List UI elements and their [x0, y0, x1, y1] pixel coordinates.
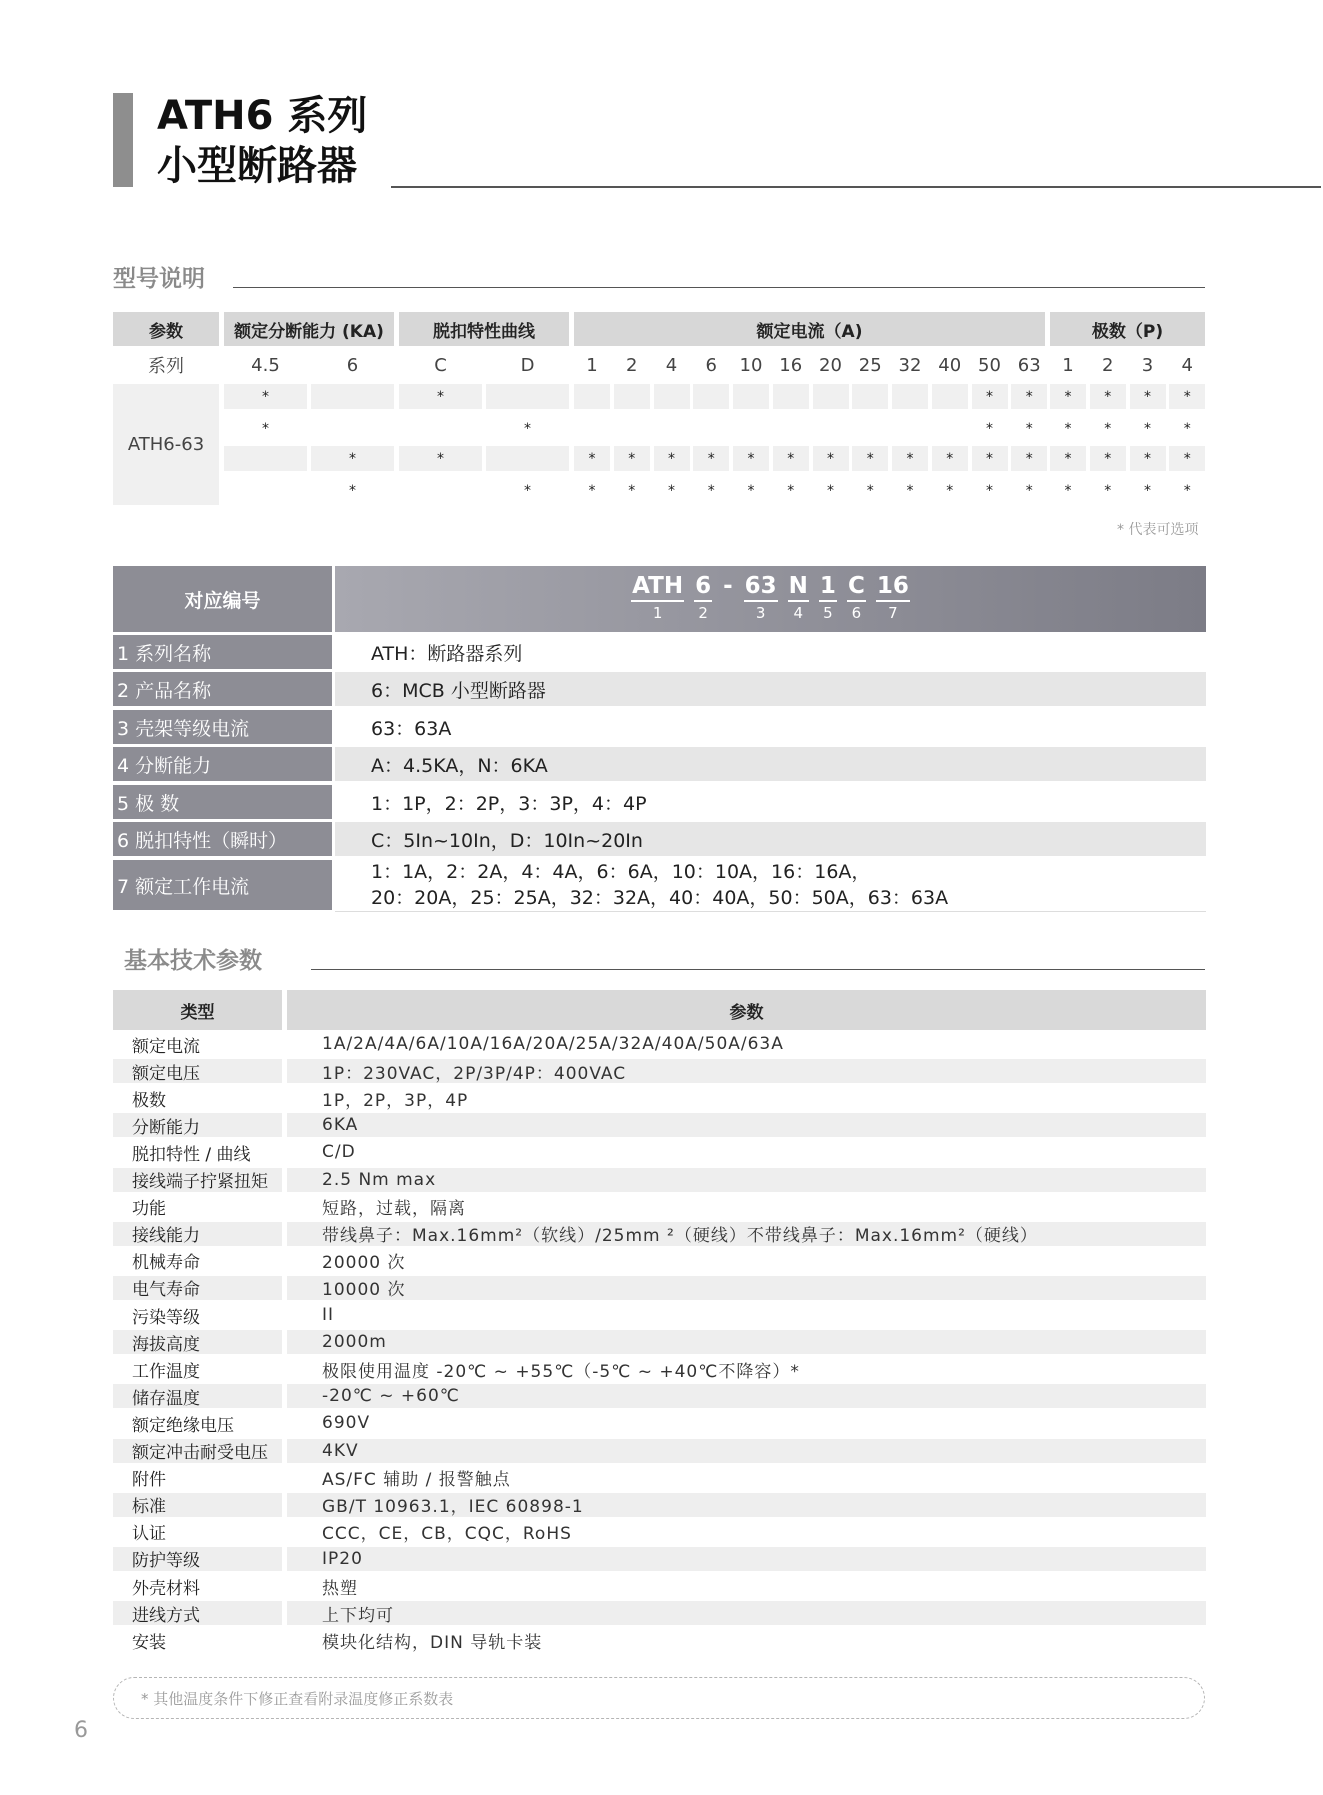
tech-row-type: 额定绝缘电压 [132, 1415, 234, 1436]
tech-row [113, 1520, 1206, 1544]
model-subheader-cell: 6 [705, 354, 717, 376]
model-option-cell: * [866, 482, 874, 499]
model-series-label: 系列 [148, 356, 184, 377]
model-option-cell [733, 416, 769, 441]
tech-row [113, 1195, 1206, 1219]
model-head-poles: 极数（P) [1050, 312, 1205, 346]
tech-row-param: -20℃ ~ +60℃ [287, 1384, 1206, 1408]
model-head-curve: 脱扣特性曲线 [399, 312, 569, 346]
code-row-label: 5 极 数 [113, 785, 332, 819]
tech-row [113, 1059, 1206, 1083]
model-option-cell [693, 416, 729, 441]
model-option-cell: * [906, 482, 914, 499]
tech-row-type: 极数 [132, 1090, 166, 1111]
model-subheader-cell: 32 [898, 354, 922, 376]
code-row-value [335, 860, 1206, 910]
model-code-index: 1 [652, 604, 663, 622]
tech-row [113, 1466, 1206, 1490]
model-subheader-cell: 2 [626, 354, 638, 376]
model-code-segment [819, 572, 837, 624]
page-title-line1: ATH6 系列 [157, 93, 368, 139]
model-subheader-cell: 1 [1062, 354, 1074, 376]
tech-row-param: 1A/2A/4A/6A/10A/16A/20A/25A/32A/40A/50A/63A [322, 1034, 784, 1054]
tech-row-type: 额定电流 [132, 1036, 200, 1057]
tech-row-type: 防护等级 [113, 1547, 282, 1571]
tech-row [113, 1032, 1206, 1056]
model-subheader-cell: 10 [739, 354, 763, 376]
model-option-cell [932, 416, 968, 441]
model-option-cell [224, 478, 307, 503]
code-row-value: A：4.5KA，N：6KA [335, 747, 1206, 781]
tech-row [113, 1574, 1206, 1598]
model-option-cell [773, 416, 809, 441]
tech-row [113, 1086, 1206, 1110]
model-code-index: 6 [851, 604, 862, 622]
model-code-index: 5 [823, 604, 833, 622]
model-subheader-cell: 2 [1102, 354, 1114, 376]
footnote: * 其他温度条件下修正查看附录温度修正系数表 [141, 1690, 454, 1708]
model-option-cell: * [614, 446, 650, 471]
model-option-cell [892, 416, 928, 441]
tech-row [113, 1547, 1206, 1571]
model-option-cell [654, 416, 690, 441]
model-option-cell: * [946, 482, 954, 499]
tech-row-type: 接线能力 [113, 1222, 282, 1246]
model-code-index: 2 [698, 604, 708, 622]
code-row-value: ATH：断路器系列 [371, 642, 523, 665]
model-option-cell [813, 384, 849, 409]
code-row-value: 1：1P，2：2P，3：3P，4：4P [371, 792, 647, 815]
option-note: * 代表可选项 [1117, 522, 1199, 538]
model-option-cell: * [524, 420, 531, 437]
tech-row [113, 1168, 1206, 1192]
model-option-cell: * [1104, 420, 1112, 437]
model-code-segment [722, 572, 734, 624]
model-option-cell: * [1183, 420, 1191, 437]
title-accent-bar [113, 93, 133, 187]
tech-row-param: 模块化结构，DIN 导轨卡装 [322, 1632, 543, 1653]
model-option-cell [486, 446, 569, 471]
tech-row-param: 上下均可 [287, 1601, 1206, 1625]
tech-section-rule [311, 969, 1205, 970]
tech-row [113, 1357, 1206, 1381]
model-subheader-cell: 6 [346, 354, 359, 376]
tech-row-type: 标准 [113, 1493, 282, 1517]
tech-row-param: 2000m [287, 1330, 1206, 1354]
model-option-cell: * [747, 482, 755, 499]
tech-row-param: 10000 次 [287, 1276, 1206, 1300]
model-head-breaking: 额定分断能力 (KA) [224, 312, 394, 346]
model-subheader-cell: 25 [858, 354, 882, 376]
model-option-cell: * [654, 446, 690, 471]
model-option-cell: * [349, 482, 356, 499]
model-subheader-cell: 4 [665, 354, 678, 376]
tech-row-param: AS/FC 辅助 / 报警触点 [322, 1470, 511, 1491]
code-row-value: C：5In~10In，D：10In~20In [335, 822, 1206, 856]
tech-row-param: 1P，2P，3P，4P [322, 1090, 469, 1111]
model-option-cell: * [1011, 446, 1047, 471]
model-section-rule [233, 287, 1205, 288]
model-section-title: 型号说明 [113, 266, 205, 292]
model-subheader-cell: 20 [819, 354, 842, 376]
page-number: 6 [74, 1718, 88, 1743]
model-code-part: 6 [694, 572, 712, 602]
model-head-param: 参数 [113, 312, 219, 346]
model-code-part: 16 [876, 572, 910, 602]
model-option-cell: * [972, 384, 1008, 409]
tech-row-type: 接线端子拧紧扭矩 [113, 1168, 282, 1192]
model-option-cell: * [311, 446, 394, 471]
code-row-label: 6 脱扣特性（瞬时） [113, 822, 332, 856]
model-option-cell [733, 384, 769, 409]
model-option-cell: * [524, 482, 531, 499]
model-option-cell: * [574, 446, 610, 471]
model-code-index: 7 [888, 604, 898, 622]
tech-row-param: 热塑 [322, 1578, 358, 1599]
code-row-label: 7 额定工作电流 [113, 860, 332, 910]
model-option-cell: * [224, 384, 307, 409]
tech-row [113, 1276, 1206, 1300]
model-option-cell [852, 384, 888, 409]
tech-row-param: 2.5 Nm max [287, 1168, 1206, 1192]
model-option-cell [574, 416, 610, 441]
model-option-cell: * [1064, 482, 1072, 499]
tech-row-param: CCC，CE，CB，CQC，RoHS [322, 1524, 572, 1545]
model-subheader-cell: 40 [938, 354, 962, 376]
model-option-cell: * [1144, 482, 1151, 499]
model-code-segment [876, 572, 910, 624]
model-code-part: N [788, 572, 809, 602]
tech-row-param: GB/T 10963.1，IEC 60898-1 [287, 1493, 1206, 1517]
code-row-value: 6：MCB 小型断路器 [335, 672, 1206, 706]
tech-row-type: 工作温度 [132, 1361, 200, 1382]
code-row-label: 2 产品名称 [113, 672, 332, 706]
model-option-cell: * [1011, 384, 1047, 409]
tech-row-param: II [322, 1305, 335, 1325]
model-subheader-cell: 16 [779, 354, 803, 376]
model-option-cell: * [972, 446, 1008, 471]
model-option-cell: * [852, 446, 888, 471]
code-head-label: 对应编号 [113, 566, 332, 632]
tech-row [113, 1411, 1206, 1435]
model-option-cell: * [399, 446, 482, 471]
model-code-segment [788, 572, 809, 624]
tech-row-type: 额定电压 [113, 1059, 282, 1083]
model-head-current: 额定电流（A) [574, 312, 1045, 346]
tech-row [113, 1222, 1206, 1246]
model-option-cell: * [1104, 482, 1112, 499]
code-row-value-line: 20：20A，25：25A，32：32A，40：40A，50：50A，63：63A [371, 887, 949, 909]
tech-row-type: 外壳材料 [132, 1578, 200, 1599]
tech-row [113, 1303, 1206, 1327]
tech-row-type: 进线方式 [113, 1601, 282, 1625]
model-option-cell: * [1130, 384, 1166, 409]
code-row-value-line: 1：1A，2：2A，4：4A，6：6A，10：10A，16：16A， [371, 861, 871, 883]
model-subheader-cell: D [520, 354, 535, 376]
tech-row-param: 4KV [287, 1439, 1206, 1463]
model-option-cell: * [1183, 482, 1191, 499]
model-option-cell [399, 416, 482, 441]
model-subheader-cell: 3 [1141, 354, 1154, 376]
model-code-part: C [847, 572, 866, 602]
model-code-part: 1 [819, 572, 837, 602]
model-option-cell [574, 384, 610, 409]
model-option-cell: * [733, 446, 769, 471]
tech-head-type: 类型 [113, 990, 282, 1030]
model-option-cell [932, 384, 968, 409]
model-option-cell: * [693, 446, 729, 471]
tech-row-type: 额定冲击耐受电压 [113, 1439, 282, 1463]
model-option-cell: * [668, 482, 675, 499]
tech-row [113, 1140, 1206, 1164]
model-option-cell [693, 384, 729, 409]
tech-row [113, 1113, 1206, 1137]
tech-row-param: IP20 [287, 1547, 1206, 1571]
tech-row-type: 海拔高度 [113, 1330, 282, 1354]
model-code-index: 4 [793, 604, 804, 622]
tech-row-type: 电气寿命 [113, 1276, 282, 1300]
code-table-bottom-rule [335, 911, 1206, 912]
tech-row [113, 1493, 1206, 1517]
tech-row-param: 带线鼻子：Max.16mm²（软线）/25mm ²（硬线）不带线鼻子：Max.16mm²（硬线） [287, 1222, 1206, 1246]
tech-row-type: 认证 [132, 1524, 166, 1545]
model-option-cell: * [1064, 420, 1072, 437]
model-option-cell [773, 384, 809, 409]
model-subheader-cell: C [434, 354, 447, 376]
tech-row [113, 1601, 1206, 1625]
model-option-cell: * [773, 446, 809, 471]
model-subheader-cell: 4.5 [251, 354, 280, 376]
tech-row-type: 安装 [132, 1632, 166, 1653]
tech-row-param: 690V [322, 1413, 371, 1434]
model-code-part: ATH [631, 572, 684, 602]
tech-row [113, 1249, 1206, 1273]
model-option-cell: * [986, 482, 993, 499]
code-head-model [335, 566, 1206, 632]
model-option-cell [892, 384, 928, 409]
model-option-cell: * [399, 384, 482, 409]
tech-row-param: 1P：230VAC，2P/3P/4P：400VAC [287, 1059, 1206, 1083]
tech-row-param: 20000 次 [322, 1253, 406, 1274]
model-subheader-cell: 4 [1181, 354, 1193, 376]
tech-row-param: 极限使用温度 -20℃ ~ +55℃（-5℃ ~ +40℃不降容）* [322, 1361, 800, 1382]
code-row-label: 4 分断能力 [113, 747, 332, 781]
model-code-segment [744, 572, 778, 624]
model-option-cell: * [1090, 384, 1126, 409]
tech-row [113, 1330, 1206, 1354]
model-option-cell [311, 416, 394, 441]
model-code-part: - [723, 573, 733, 599]
model-option-cell [852, 416, 888, 441]
model-option-cell: * [787, 482, 795, 499]
model-option-cell [813, 416, 849, 441]
model-option-cell [486, 384, 569, 409]
tech-row-type: 分断能力 [113, 1113, 282, 1137]
tech-row-param: 短路，过载，隔离 [322, 1199, 466, 1220]
model-option-cell: * [1169, 446, 1205, 471]
tech-head-param: 参数 [287, 990, 1206, 1030]
model-option-cell: * [1169, 384, 1205, 409]
code-row-value: 63：63A [371, 717, 452, 740]
tech-row-type: 机械寿命 [132, 1253, 200, 1274]
model-option-cell: * [813, 446, 849, 471]
model-option-cell [311, 384, 394, 409]
model-option-cell: * [932, 446, 968, 471]
model-option-cell [614, 416, 650, 441]
tech-row-type: 储存温度 [113, 1384, 282, 1408]
model-option-cell: * [588, 482, 596, 499]
model-code-segment [631, 572, 684, 624]
model-code-index: 3 [755, 604, 766, 622]
model-option-cell: * [1130, 446, 1166, 471]
page-title-line2: 小型断路器 [157, 143, 357, 189]
tech-row-type: 功能 [132, 1199, 166, 1220]
model-code-segment [694, 572, 712, 624]
model-option-cell: * [707, 482, 715, 499]
model-option-cell: * [1050, 446, 1086, 471]
model-option-cell [614, 384, 650, 409]
tech-section-title: 基本技术参数 [124, 948, 262, 974]
tech-row-type: 脱扣特性 / 曲线 [132, 1144, 251, 1165]
model-code [335, 572, 1206, 624]
model-option-cell [224, 446, 307, 471]
model-subheader-cell: 50 [978, 354, 1001, 376]
code-row-label: 1 系列名称 [113, 635, 332, 669]
model-option-cell [399, 478, 482, 503]
model-option-cell: * [1090, 446, 1126, 471]
model-code-segment [847, 572, 866, 624]
tech-row-type: 附件 [132, 1470, 166, 1491]
model-subheader-cell: 1 [586, 354, 598, 376]
model-code-part: 63 [744, 572, 778, 602]
tech-row-type: 污染等级 [132, 1307, 200, 1328]
tech-row-param: C/D [322, 1142, 356, 1163]
model-option-cell: * [1050, 384, 1086, 409]
tech-row [113, 1439, 1206, 1463]
model-option-cell: * [1025, 482, 1033, 499]
title-rule [391, 186, 1321, 188]
model-option-cell: * [1025, 420, 1033, 437]
model-option-cell: * [827, 482, 834, 499]
model-option-cell: * [892, 446, 928, 471]
code-row-label: 3 壳架等级电流 [113, 710, 332, 744]
model-option-cell: * [262, 420, 269, 437]
tech-row [113, 1384, 1206, 1408]
model-option-cell: * [1144, 420, 1151, 437]
model-series-name: ATH6-63 [113, 384, 219, 505]
tech-row-param: 6KA [287, 1113, 1206, 1137]
model-option-cell: * [628, 482, 636, 499]
model-option-cell [654, 384, 690, 409]
model-option-cell: * [986, 420, 993, 437]
model-subheader-cell: 63 [1017, 354, 1041, 376]
tech-row [113, 1628, 1206, 1652]
